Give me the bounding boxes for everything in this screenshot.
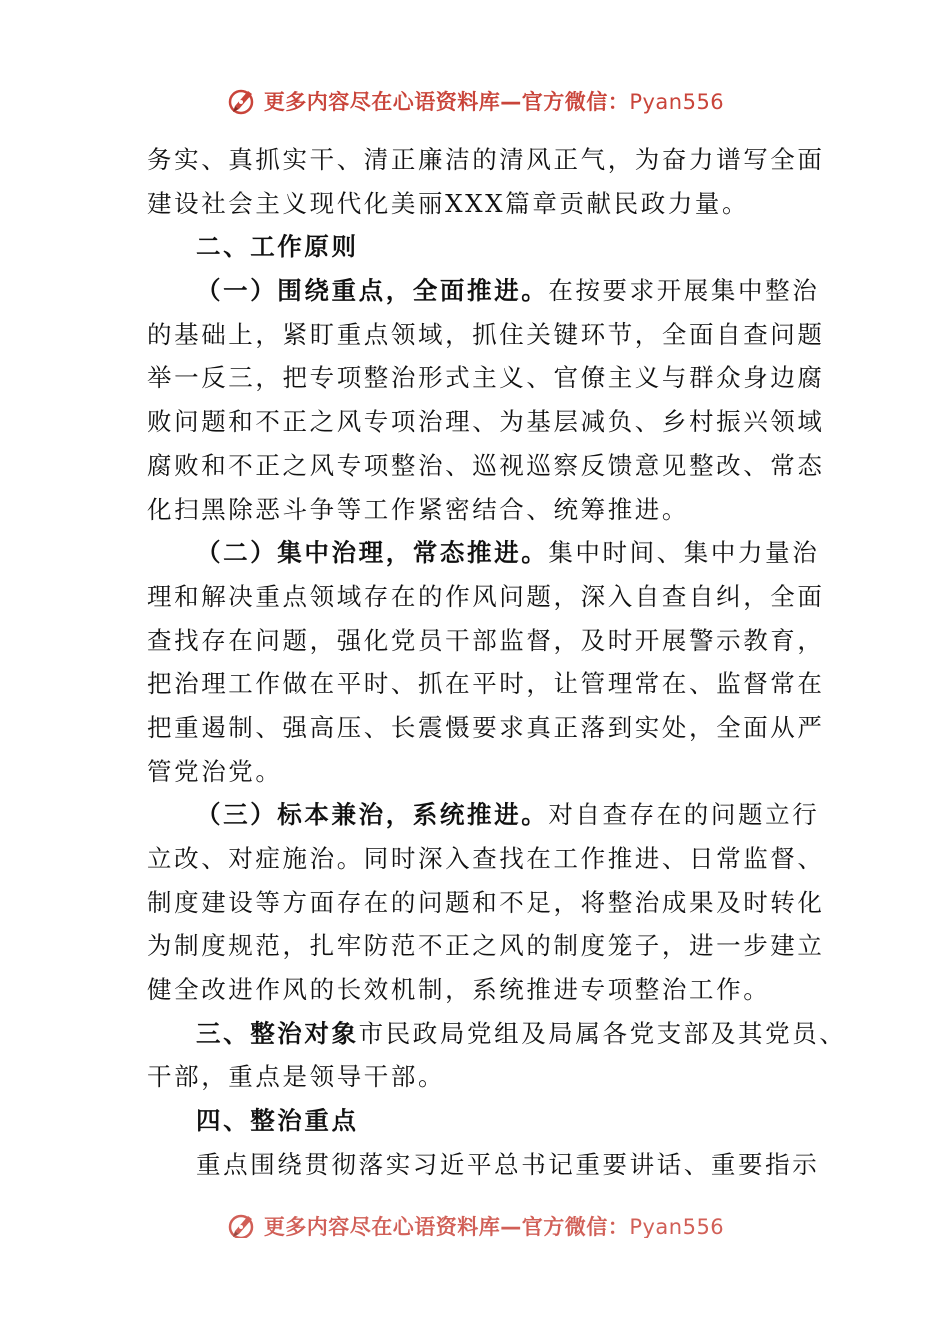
lead-in-text: （三）标本兼治，系统推进。 [196, 800, 549, 830]
line-text: 查找存在问题，强化党员干部监督，及时开展警示教育， [147, 625, 825, 655]
section-heading [147, 225, 817, 269]
line-text: 在按要求开展集中整治 [548, 276, 820, 306]
paragraph-line [147, 968, 817, 1012]
watermark-text: 更多内容尽在心语资料库—官方微信：Pyan556 [263, 90, 725, 114]
lead-in-text: （二）集中治理，常态推进。 [196, 538, 549, 568]
paragraph-line [147, 313, 825, 357]
line-text: 务实、真抓实干、清正廉洁的清风正气，为奋力谱写全面 [147, 145, 825, 174]
paragraph-line [147, 1012, 847, 1056]
line-text: 干部，重点是领导干部。 [147, 1062, 446, 1092]
paragraph-line [147, 269, 820, 313]
line-text: 管党治党。 [147, 756, 283, 786]
heading-text: 四、整治重点 [196, 1106, 359, 1136]
line-text: 理和解决重点领域存在的作风问题，深入自查自纠，全面 [147, 581, 825, 611]
line-text: 腐败和不正之风专项整治、巡视巡察反馈意见整改、常态 [147, 450, 825, 480]
line-text: 败问题和不正之风专项治理、为基层减负、乡村振兴领域 [147, 407, 825, 437]
paragraph-line [147, 138, 825, 182]
line-text: 把重遏制、强高压、长震慑要求真正落到实处，全面从严 [147, 712, 825, 742]
heading-text: 二、工作原则 [196, 232, 359, 262]
line-text: 举一反三，把专项整治形式主义、官僚主义与群众身边腐 [147, 363, 825, 393]
paragraph-line [147, 706, 825, 750]
line-text: 化扫黑除恶斗争等工作紧密结合、统筹推进。 [147, 494, 689, 524]
paragraph-line [147, 750, 817, 794]
line-text: 制度建设等方面存在的问题和不足，将整治成果及时转化 [147, 887, 825, 917]
watermark-text: 更多内容尽在心语资料库—官方微信：Pyan556 [263, 1215, 725, 1238]
line-text: 为制度规范，扎牢防范不正之风的制度笼子，进一步建立 [147, 931, 825, 961]
paragraph-line [147, 182, 817, 226]
line-text: 立改、对症施治。同时深入查找在工作推进、日常监督、 [147, 844, 825, 873]
section-heading [147, 1099, 817, 1143]
lead-in-text: （一）围绕重点，全面推进。 [196, 276, 549, 306]
paragraph-line [147, 1055, 817, 1099]
paragraph-line [147, 881, 825, 925]
pen-logo-icon [226, 1210, 258, 1238]
paragraph-line [147, 619, 825, 663]
paragraph-line [147, 356, 825, 400]
paragraph-line [147, 488, 817, 532]
lead-in-text: 三、整治对象 [196, 1018, 359, 1048]
paragraph-line [147, 575, 825, 619]
line-text: 建设社会主义现代化美丽XXX篇章贡献民政力量。 [147, 188, 750, 218]
line-text: 健全改进作风的长效机制，系统推进专项整治工作。 [147, 975, 771, 1005]
paragraph-line [147, 400, 825, 444]
paragraph-line [147, 662, 825, 706]
line-text: 重点围绕贯彻落实习近平总书记重要讲话、重要指示 [196, 1149, 820, 1179]
line-text: 集中时间、集中力量治 [548, 538, 820, 568]
paragraph-line [147, 924, 825, 968]
paragraph-line [147, 793, 820, 837]
paragraph-line [147, 444, 825, 488]
header-watermark [0, 84, 950, 118]
paragraph-line [147, 837, 825, 881]
line-text: 对自查存在的问题立行 [548, 800, 820, 830]
paragraph-line [147, 1143, 820, 1187]
pen-logo-icon [226, 85, 258, 117]
line-text: 的基础上，紧盯重点领域，抓住关键环节，全面自查问题 [147, 319, 825, 349]
line-text: 把治理工作做在平时、抓在平时，让管理常在、监督常在 [147, 669, 825, 699]
paragraph-line [147, 531, 820, 575]
line-text: 市民政局党组及局属各党支部及其党员、 [358, 1018, 847, 1048]
document-body [147, 138, 847, 1187]
footer-watermark [0, 1206, 950, 1238]
